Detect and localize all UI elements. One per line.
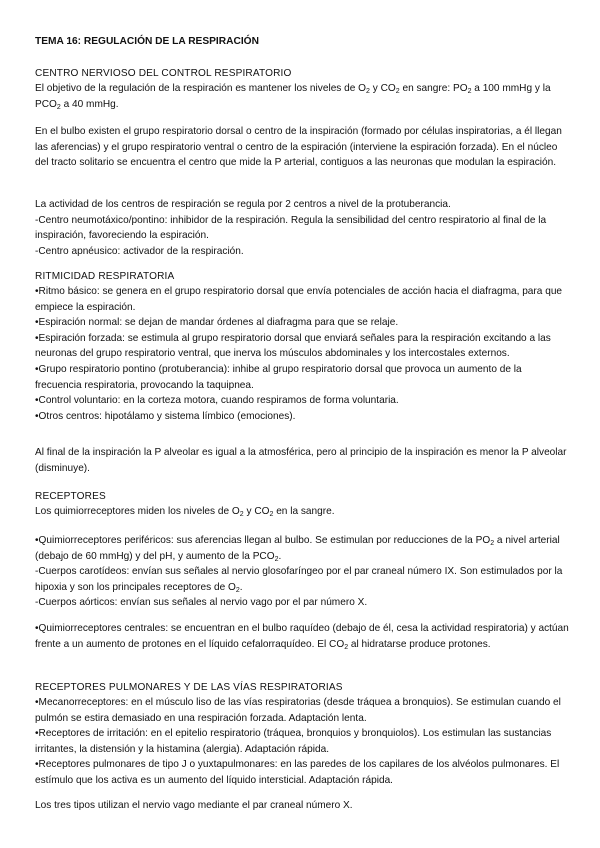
- list-item: •Control voluntario: en la corteza motora, cuando respiramos de forma voluntaria.: [35, 395, 399, 407]
- list-item: •Espiración normal: se dejan de mandar órdenes al diafragma para que se relaje.: [35, 317, 399, 329]
- document-title: TEMA 16: REGULACIÓN DE LA RESPIRACIÓN: [35, 36, 259, 47]
- paragraph-protuberancia: [35, 197, 570, 259]
- list-item: •Ritmo básico: se genera en el grupo respiratorio dorsal que envía potenciales de acción hacia el diafragma, para que empiece la espiración.: [35, 286, 563, 313]
- list-receptores-pulmonares: [35, 695, 570, 789]
- list-ritmicidad: [35, 284, 570, 424]
- paragraph-bulbo: En el bulbo existen el grupo respiratorio dorsal o centro de la inspiración (formado por células inspiratorias, a él llegan las aferencias) y el grupo respiratorio ventral o centro de la espiración (interviene la espiración forzada). En el núcleo del tracto solitario se encuentra el centro que mide la P arterial, contiguos a las neuronas que modulan la espiración.: [35, 126, 562, 169]
- paragraph-quimiorreceptores-centrales: •Quimiorreceptores centrales: se encuentran en el bulbo raquídeo (debajo de él, cesa la actividad respiratoria) y actúan frente a un aumento de protones en el líquido cefalorraquídeo. El $CO_2$ al hidratarse produce protones.: [35, 623, 569, 651]
- section-heading-receptores: RECEPTORES: [35, 491, 106, 502]
- paragraph-nervio-vago: Los tres tipos utilizan el nervio vago mediante el par craneal número X.: [35, 800, 353, 811]
- list-item: •Receptores pulmonares de tipo J o yuxtapulmonares: en las paredes de los capilares de los alvéolos pulmonares. El estímulo que los activa es un aumento del líquido intersticial. Adaptación rápida.: [35, 759, 560, 786]
- section-heading-centro-nervioso: CENTRO NERVIOSO DEL CONTROL RESPIRATORIO: [35, 68, 292, 79]
- text-line: La actividad de los centros de respiración se regula por 2 centros a nivel de la protuberancia.: [35, 199, 451, 210]
- paragraph-p-alveolar: Al final de la inspiración la P alveolar es igual a la atmosférica, pero al principio de la inspiración es menor la P alveolar (disminuye).: [35, 447, 567, 474]
- section-heading-ritmicidad: RITMICIDAD RESPIRATORIA: [35, 271, 175, 282]
- text-line: -Centro apnéusico: activador de la respiración.: [35, 245, 244, 257]
- section-heading-receptores-pulmonares: RECEPTORES PULMONARES Y DE LAS VÍAS RESPIRATORIAS: [35, 682, 343, 693]
- list-item: •Espiración forzada: se estimula al grupo respiratorio dorsal que enviará señales para la respiración excitando a las neuronas del grupo respiratorio ventral, que inerva los músculos abdominales y los intercostales externos.: [35, 332, 551, 360]
- paragraph-quimiorreceptores-perifericos: •Quimiorreceptores periféricos: sus aferencias llegan al bulbo. Se estimulan por reducciones de la $PO_2$ a nivel arterial (debajo de 60 mmHg) y del pH, y aumento de la $PCO_2$. -Cuerpos carotídeos: envían sus señales al nervio glosofaríngeo por el par craneal número IX. Son estimulados por la hipoxia y son los principales receptores de $O_2$. -Cuerpos aórticos: envían sus señales al nervio vago por el par número X.: [35, 535, 563, 609]
- paragraph-quimiorreceptores: Los quimiorreceptores miden los niveles de $O_2$ y $CO_2$ en la sangre.: [35, 506, 335, 518]
- text-line: -Centro neumotáxico/pontino: inhibidor de la respiración. Regula la sensibilidad del centro respiratorio al final de la inspiración, favoreciendo la espiración.: [35, 214, 547, 242]
- list-item: •Mecanorreceptores: en el músculo liso de las vías respiratorias (desde tráquea a bronquios). Se estimulan cuando el pulmón se estira demasiado en una respiración forzada. Adaptación lenta.: [35, 697, 561, 724]
- list-item: •Otros centros: hipotálamo y sistema límbico (emociones).: [35, 410, 296, 422]
- paragraph-objetivo: El objetivo de la regulación de la respiración es mantener los niveles de $O_2$ y $CO_2$ en sangre: $PO_2$ a 100 mmHg y la $PCO_2$ a 40 mmHg.: [35, 83, 551, 111]
- list-item: •Grupo respiratorio pontino (protuberancia): inhibe al grupo respiratorio dorsal que provoca un aumento de la frecuencia respiratoria, provocando la taquipnea.: [35, 363, 522, 391]
- list-item: •Receptores de irritación: en el epitelio respiratorio (tráquea, bronquios y bronquiolos). Los estimulan las sustancias irritantes, la distensión y la histamina (alergia). Adaptación rápida.: [35, 728, 552, 755]
